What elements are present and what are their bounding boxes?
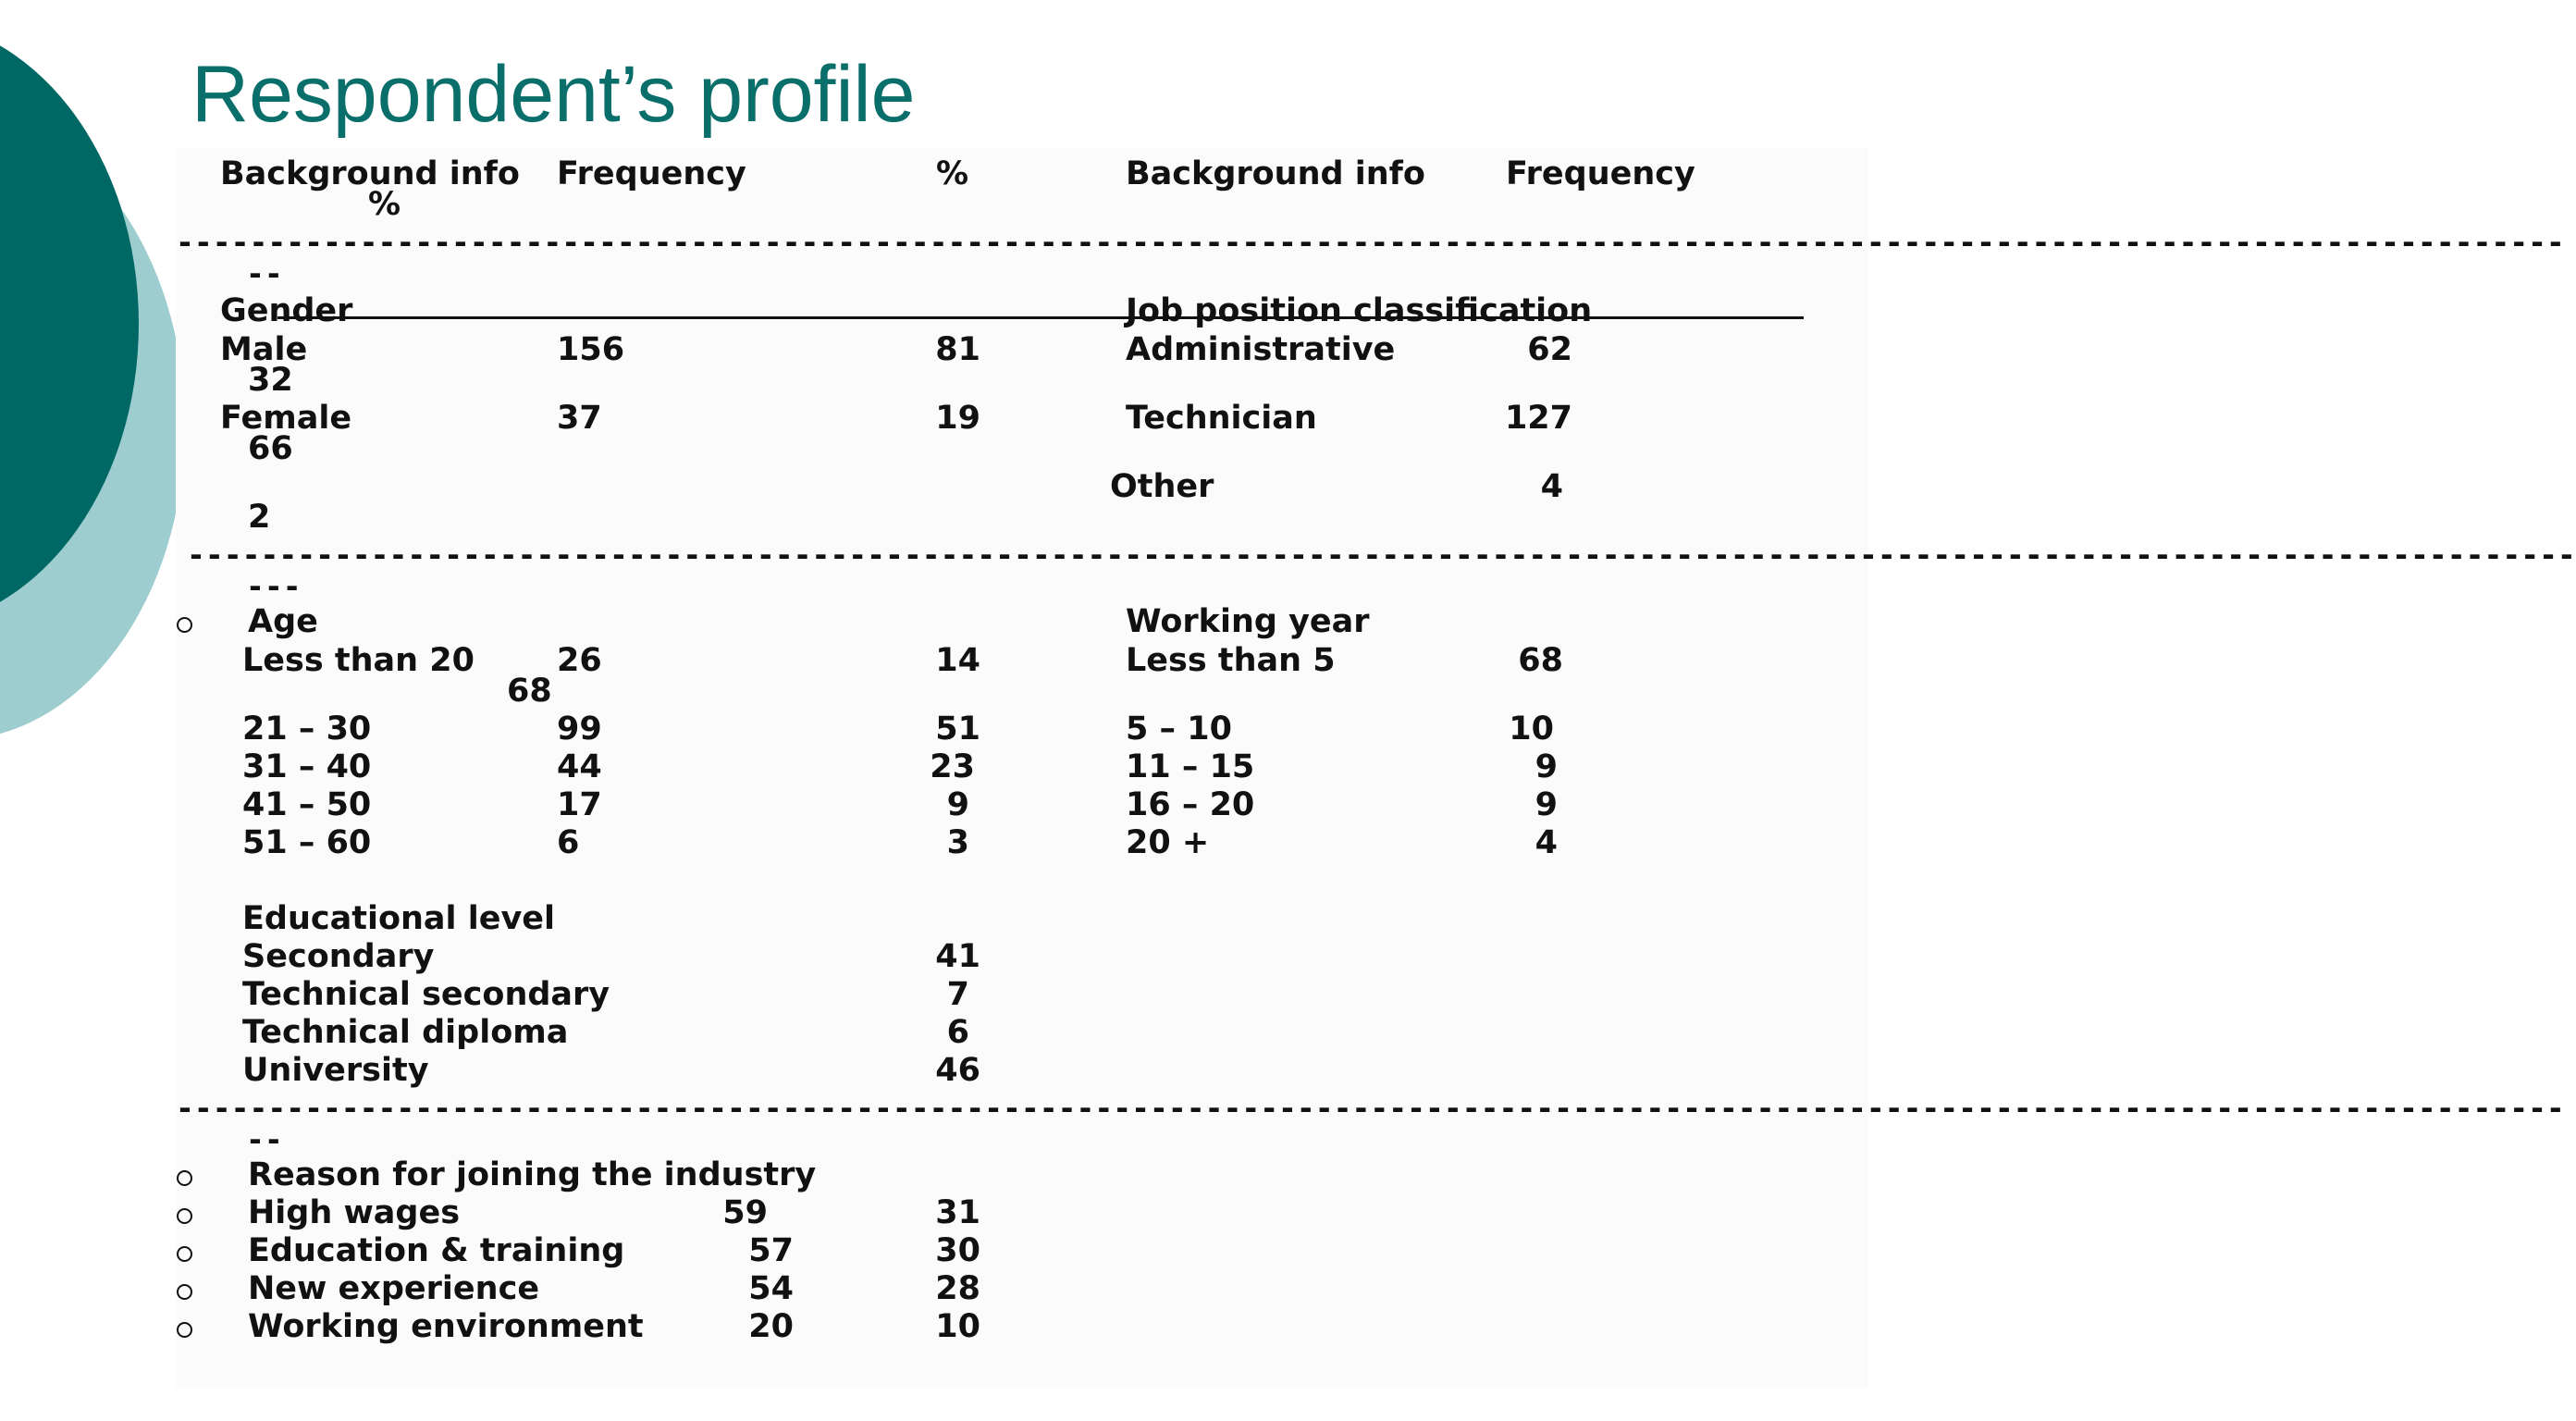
- job-position-heading: Job position classification: [1126, 292, 1593, 329]
- working-year-label: 16 – 20: [1126, 786, 1255, 823]
- reason-label: Working environment: [248, 1308, 644, 1345]
- education-label: Technical secondary: [242, 976, 610, 1013]
- working-year-frequency: 4: [1535, 824, 1558, 861]
- working-year-frequency: 10: [1509, 710, 1554, 748]
- header-percent-right: %: [368, 186, 401, 223]
- reason-label: New experience: [248, 1270, 540, 1307]
- working-year-label: 11 – 15: [1126, 748, 1255, 785]
- reason-frequency: 59: [722, 1194, 768, 1231]
- age-label: 41 – 50: [242, 786, 372, 823]
- header-background-right: Background info: [1126, 155, 1425, 192]
- header-frequency-right: Frequency: [1506, 155, 1695, 192]
- gender-frequency: 156: [557, 331, 625, 368]
- bullet-icon: [177, 617, 192, 633]
- age-frequency: 26: [557, 642, 602, 679]
- page-title: Respondent’s profile: [191, 50, 916, 139]
- gender-label: Female: [220, 400, 352, 437]
- separator-tail: --: [246, 255, 283, 291]
- header-percent-left: %: [936, 155, 969, 192]
- header-background-left: Background info: [220, 155, 520, 192]
- job-position-label: Technician: [1126, 400, 1317, 437]
- age-percent: 23: [930, 748, 975, 785]
- education-percent: 6: [946, 1014, 969, 1051]
- working-year-frequency: 9: [1535, 748, 1558, 785]
- separator-line: ----------------------------------------------------------------------------------------------------------------------------------: [187, 537, 2576, 573]
- working-year-label: 5 – 10: [1126, 710, 1232, 748]
- reason-frequency: 57: [748, 1232, 794, 1269]
- education-percent: 46: [935, 1052, 980, 1089]
- working-year-label: 20 +: [1126, 824, 1210, 861]
- age-heading: Age: [248, 603, 318, 640]
- education-label: University: [242, 1052, 429, 1089]
- job-position-frequency: 62: [1527, 331, 1572, 368]
- age-frequency: 6: [557, 824, 580, 861]
- age-frequency: 44: [557, 748, 602, 785]
- working-year-frequency: 68: [1518, 642, 1563, 679]
- education-heading: Educational level: [242, 900, 556, 937]
- reason-frequency: 54: [748, 1270, 794, 1307]
- age-label: 21 – 30: [242, 710, 372, 748]
- job-position-percent: 32: [248, 362, 293, 399]
- reason-percent: 10: [935, 1308, 980, 1345]
- separator-tail: ---: [246, 568, 302, 604]
- age-percent: 51: [935, 710, 980, 748]
- reason-heading: Reason for joining the industry: [248, 1156, 817, 1193]
- job-position-frequency: 127: [1504, 400, 1572, 437]
- job-position-label: Administrative: [1126, 331, 1396, 368]
- age-label: 31 – 40: [242, 748, 372, 785]
- reason-frequency: 20: [748, 1308, 794, 1345]
- age-percent: 3: [946, 824, 969, 861]
- working-year-label: Less than 5: [1126, 642, 1336, 679]
- header-frequency-left: Frequency: [557, 155, 746, 192]
- working-year-percent: 68: [507, 673, 552, 710]
- gender-frequency: 37: [557, 400, 602, 437]
- age-percent: 14: [935, 642, 980, 679]
- education-label: Technical diploma: [242, 1014, 569, 1051]
- bullet-icon: [177, 1246, 192, 1262]
- reason-percent: 28: [935, 1270, 980, 1307]
- job-position-percent: 2: [248, 499, 271, 536]
- reason-label: High wages: [248, 1194, 461, 1231]
- reason-percent: 31: [935, 1194, 980, 1231]
- reason-percent: 30: [935, 1232, 980, 1269]
- job-position-frequency: 4: [1540, 468, 1563, 505]
- education-percent: 7: [946, 976, 969, 1013]
- age-percent: 9: [946, 786, 969, 823]
- separator-tail: --: [246, 1121, 283, 1157]
- education-percent: 41: [935, 938, 980, 975]
- age-frequency: 17: [557, 786, 602, 823]
- job-position-percent: 66: [248, 430, 293, 467]
- working-year-heading: Working year: [1126, 603, 1370, 640]
- age-label: 51 – 60: [242, 824, 372, 861]
- working-year-frequency: 9: [1535, 786, 1558, 823]
- age-frequency: 99: [557, 710, 602, 748]
- gender-label: Male: [220, 331, 308, 368]
- age-label: Less than 20: [242, 642, 475, 679]
- reason-label: Education & training: [248, 1232, 625, 1269]
- separator-line: ----------------------------------------------------------------------------------------------------------------------------------: [176, 224, 2565, 260]
- bullet-icon: [177, 1284, 192, 1300]
- separator-line: ----------------------------------------------------------------------------------------------------------------------------------: [176, 1090, 2565, 1126]
- bullet-icon: [177, 1170, 192, 1186]
- bullet-icon: [177, 1208, 192, 1224]
- job-position-label: Other: [1110, 468, 1214, 505]
- bullet-icon: [177, 1322, 192, 1338]
- gender-heading: Gender: [220, 292, 353, 329]
- education-label: Secondary: [242, 938, 435, 975]
- gender-percent: 81: [935, 331, 980, 368]
- gender-percent: 19: [935, 400, 980, 437]
